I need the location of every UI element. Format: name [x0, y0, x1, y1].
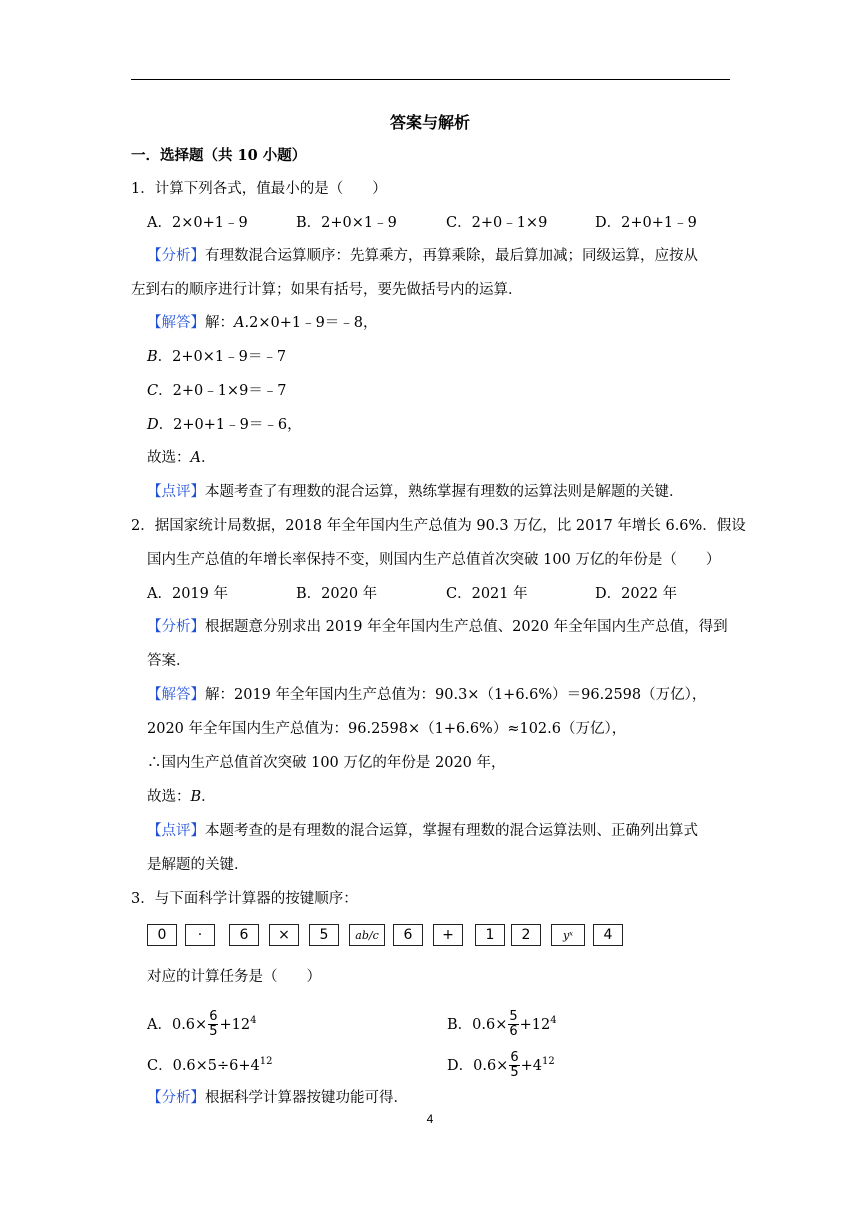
key-0: 0 — [147, 924, 177, 946]
q3-stem: 3．与下面科学计算器的按键顺序： — [131, 891, 358, 907]
q3-option-c: C．$0.6\times 5\div 6+4^{12}$ — [147, 1056, 273, 1074]
fraction-6-5: $\frac{6}{5}$ — [209, 1009, 218, 1040]
key-fraction: ab/c — [349, 924, 385, 946]
solution-tag: 【解答】 — [147, 315, 205, 331]
q1-solution-d: D．2+0+1﹣9＝﹣6， — [147, 417, 302, 433]
key-power: yˣ — [551, 924, 585, 946]
q2-solution-2: 2020 年全年国内生产总值为：96.2598×（1+6.6%）≈102.6（万亿）， — [147, 721, 627, 737]
page-number: 4 — [426, 1112, 434, 1126]
q2-comment: 【点评】本题考查的是有理数的混合运算，掌握有理数的混合运算法则、正确列出算式 — [147, 823, 698, 839]
q1-comment: 【点评】本题考查了有理数的混合运算，熟练掌握有理数的运算法则是解题的关键． — [147, 484, 684, 500]
q3-analysis: 【分析】根据科学计算器按键功能可得． — [147, 1090, 408, 1106]
key-decimal: · — [185, 924, 215, 946]
q2-choose: 故选：B． — [147, 789, 216, 805]
key-6: 6 — [229, 924, 259, 946]
key-1: 1 — [475, 924, 505, 946]
comment-tag: 【点评】 — [147, 484, 205, 500]
q1-option-d: D．2+0+1﹣9 — [595, 215, 697, 231]
q3-option-b: B．0.6× $\frac{5}{6}$ $+12^4$ — [447, 1009, 557, 1040]
q1-option-c: C．2+0﹣1×9 — [446, 215, 548, 231]
q2-stem: 2．据国家统计局数据，2018 年全年国内生产总值为 90.3 万亿，比 2017 年增长 6.6%．假设 — [131, 518, 746, 534]
q1-solution: 【解答】解：A.2×0+1﹣9＝﹣8， — [147, 315, 378, 331]
key-multiply: × — [269, 924, 299, 946]
q1-analysis-cont: 左到右的顺序进行计算；如果有括号，要先做括号内的运算． — [131, 282, 523, 298]
q2-option-b: B．2020 年 — [296, 586, 378, 602]
q1-solution-c: C．2+0﹣1×9＝﹣7 — [147, 383, 287, 399]
q2-option-c: C．2021 年 — [446, 586, 528, 602]
key-6b: 6 — [393, 924, 423, 946]
q2-analysis: 【分析】根据题意分别求出 2019 年全年国内生产总值、2020 年全年国内生产总值，得到 — [147, 619, 728, 635]
q1-choose: 故选：A． — [147, 450, 216, 466]
q1-option-b: B．2+0×1﹣9 — [296, 215, 397, 231]
key-plus: + — [433, 924, 463, 946]
q2-option-d: D．2022 年 — [595, 586, 678, 602]
q2-solution-3: ∴国内生产总值首次突破 100 万亿的年份是 2020 年， — [147, 755, 506, 771]
q1-analysis: 【分析】有理数混合运算顺序：先算乘方，再算乘除，最后算加减；同级运算，应按从 — [147, 248, 698, 264]
q2-comment-cont: 是解题的关键． — [147, 857, 249, 873]
q2-solution: 【解答】解：2019 年全年国内生产总值为：90.3×（1+6.6%）＝96.2598（万亿）， — [147, 687, 707, 703]
key-2: 2 — [511, 924, 541, 946]
q1-option-a: A．2×0+1﹣9 — [147, 215, 248, 231]
fraction-5-6: $\frac{5}{6}$ — [509, 1009, 518, 1040]
q2-analysis-cont: 答案． — [147, 653, 191, 669]
analysis-tag: 【分析】 — [147, 248, 205, 264]
q3-task: 对应的计算任务是（ ） — [147, 969, 321, 985]
q2-stem-cont: 国内生产总值的年增长率保持不变，则国内生产总值首次突破 100 万亿的年份是（ ） — [147, 552, 721, 568]
fraction-6-5-d: $\frac{6}{5}$ — [510, 1050, 519, 1081]
key-5: 5 — [309, 924, 339, 946]
q1-solution-b: B．2+0×1﹣9＝﹣7 — [147, 349, 287, 365]
q3-option-a: A．0.6× $\frac{6}{5}$ $+12^4$ — [147, 1009, 257, 1040]
section-heading: 一．选择题（共 10 小题） — [131, 147, 307, 164]
key-4: 4 — [593, 924, 623, 946]
q3-option-d: D．0.6× $\frac{6}{5}$ $+4^{12}$ — [447, 1050, 555, 1081]
q2-option-a: A．2019 年 — [147, 586, 228, 602]
header-rule — [131, 79, 730, 80]
page-title: 答案与解析 — [389, 113, 470, 132]
q1-stem: 1．计算下列各式，值最小的是（ ） — [131, 181, 387, 197]
